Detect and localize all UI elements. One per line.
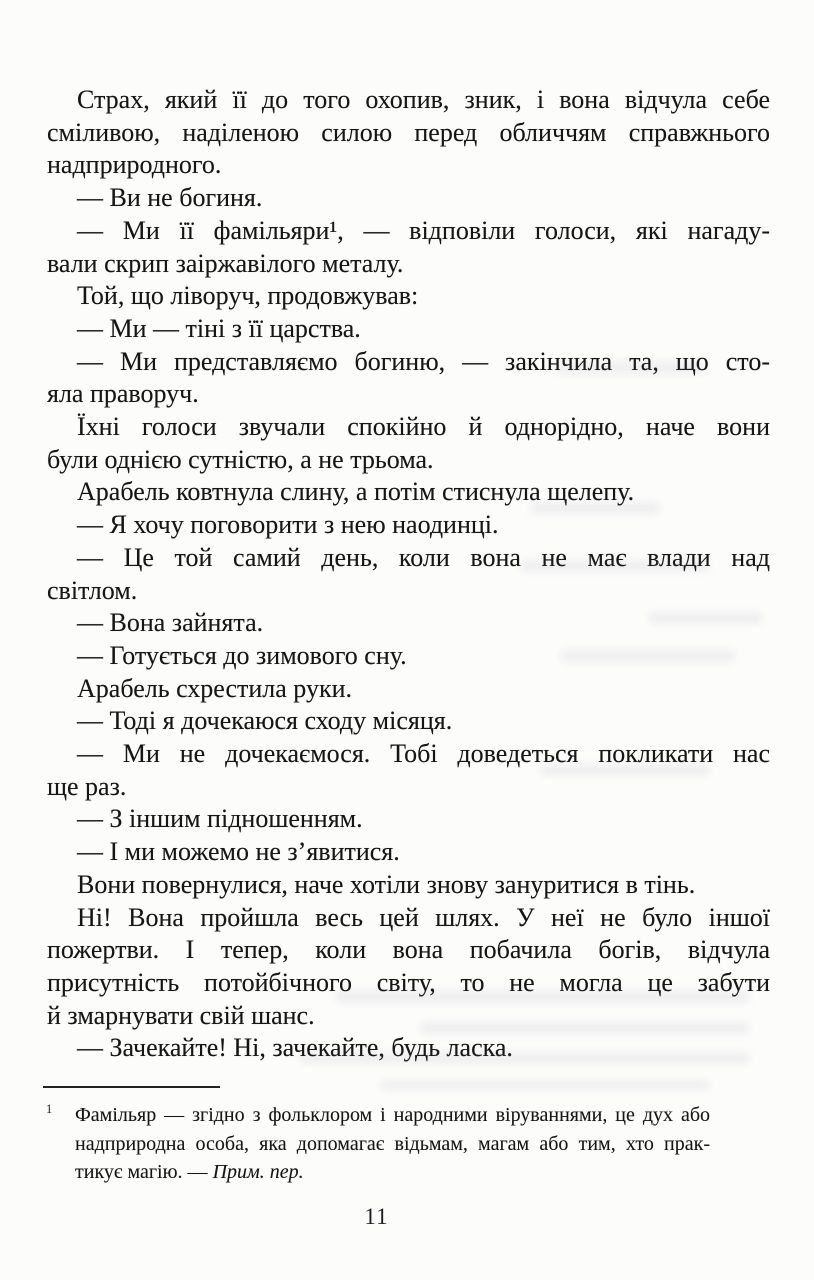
text-line: ще раз. — [47, 771, 127, 801]
text-line: Їхні голоси звучали спокійно й однорідно, наче вони — [77, 412, 770, 442]
text-line: Вони повернулися, наче хотіли знову зануритися в тінь. — [77, 869, 696, 899]
footnote — [43, 1086, 710, 1187]
text-line: пожертви. І тепер, коли вона побачила богів, відчула — [47, 935, 770, 965]
text-line: — Вона зайнята. — [77, 608, 264, 638]
footnote-marker: 1 — [46, 1102, 53, 1116]
text-line: Арабель схрестила руки. — [77, 673, 352, 703]
text-line: й змарнувати свій шанс. — [47, 1000, 315, 1030]
text-line: Ні! Вона пройшла весь цей шлях. У неї не було іншої — [77, 902, 770, 932]
text-line: — Я хочу поговорити з нею наодинці. — [77, 510, 499, 540]
text-line: — Ви не богиня. — [77, 183, 263, 213]
text-line: — Готується до зимового сну. — [77, 640, 407, 670]
text-line: присутність потойбічного світу, то не могла це забути — [47, 967, 770, 997]
footnote-line: Фамільяр — згідно з фольклором і народними віруваннями, це дух або — [75, 1104, 710, 1126]
footnote-line: надприродна особа, яка допомагає відьмам, магам або тим, хто прак- — [75, 1132, 710, 1155]
page-number: 11 — [364, 1204, 389, 1229]
footnote-line — [75, 1158, 710, 1187]
text-line: — Ми її фамільяри¹, — відповіли голоси, які нагаду- — [77, 215, 770, 245]
text-line: сміливою, наділеною силою перед обличчям справжнього — [47, 117, 770, 147]
text-line: Страх, який її до того охопив, зник, і вона відчула себе — [77, 85, 770, 114]
text-line: — Зачекайте! Ні, зачекайте, будь ласка. — [77, 1033, 513, 1063]
text-line: — Це той самий день, коли вона не має влади над — [77, 542, 770, 572]
footnote-lines — [75, 1101, 710, 1187]
footnote-text: тикує магію. — — [75, 1161, 213, 1183]
text-line: — Ми представляємо богиню, — закінчила та, що сто- — [77, 346, 770, 376]
text-line: — З іншим підношенням. — [77, 804, 363, 834]
text-line: — І ми можемо не з’явитися. — [77, 837, 400, 867]
text-line: вали скрип заіржавілого металу. — [47, 248, 404, 278]
text-line: — Тоді я дочекаюся сходу місяця. — [77, 706, 453, 736]
text-line: яла праворуч. — [47, 379, 199, 409]
text-line: світлом. — [47, 575, 138, 605]
footnote-text-block — [43, 1101, 710, 1187]
translator-note-label: Прим. пер. — [212, 1161, 304, 1183]
text-line: надприродного. — [47, 150, 222, 180]
text-line: — Ми не дочекаємося. Тобі доведеться покликати нас — [77, 739, 770, 769]
text-line: Арабель ковтнула слину, а потім стиснула щелепу. — [77, 477, 635, 507]
text-line: Той, що ліворуч, продовжував: — [77, 281, 419, 311]
text-line: — Ми — тіні з її царства. — [77, 313, 361, 343]
text-block — [47, 84, 770, 1065]
footnote-separator — [43, 1086, 220, 1088]
text-line: були однією сутністю, а не трьома. — [47, 444, 434, 474]
